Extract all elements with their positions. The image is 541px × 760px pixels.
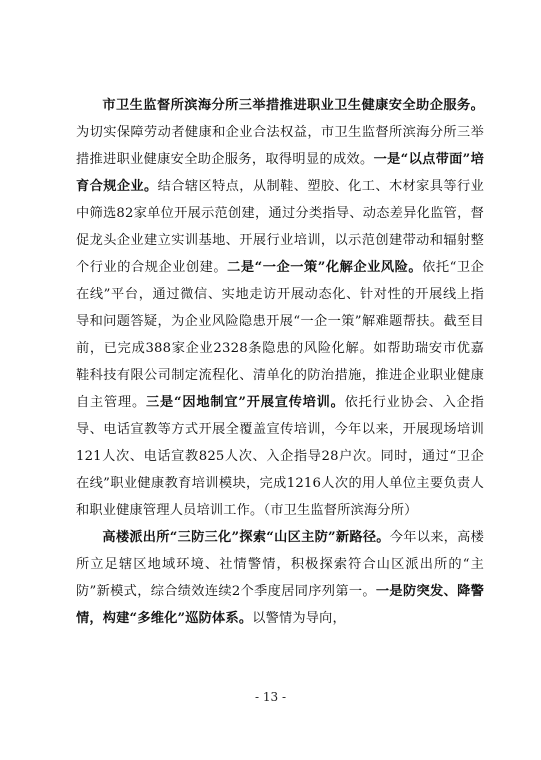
paragraph-health-supervision [76, 92, 484, 524]
measure-heading: 二是“一企一策”化解企业风险。 [227, 260, 423, 275]
body-text: 依托“卫企在线”平台，通过微信、实地走访开展动态化、针对性的开展线上指导和问题答疑，为企业风险隐患开展“一企一策”解难题帮扶。截至目前，已完成388家企业2328条隐患的风险化解。如帮助瑞安市优嘉鞋科技有限公司制定流程化、清单化的防治措施，推进企业职业健康自主管理。 [76, 260, 485, 410]
body-text: 今年以来，高楼所立足辖区地域环境、社情警情，积极探索符合山区派出所的“主防”新模式，综合绩效连续2个季度居同序列第一。 [76, 530, 484, 599]
body-text: 为切实保障劳动者健康和企业合法权益，市卫生监督所滨海分所三举措推进职业健康安全助企服务，取得明显的成效。 [76, 125, 484, 167]
paragraph-heading: 市卫生监督所滨海分所三举措推进职业卫生健康安全助企服务。 [102, 98, 484, 113]
measure-heading: 三是“因地制宜”开展宣传培训。 [145, 395, 345, 410]
body-text: 依托行业协会、入企指导、电话宣教等方式开展全覆盖宣传培训，今年以来，开展现场培训121人次、电话宣教825人次、入企指导28户次。同时，通过“卫企在线”职业健康教育培训模块，完成1216人次的用人单位主要负责人和职业健康管理人员培训工作。（市卫生监督所滨海分所） [76, 395, 485, 518]
document-body [76, 92, 484, 632]
paragraph-heading: 高楼派出所“三防三化”探索“山区主防”新路径。 [102, 530, 390, 545]
measure-heading: 一是防突发、降警情，构建“多维化”巡防体系。 [76, 584, 484, 626]
measure-heading: 一是“以点带面”培育合规企业。 [76, 152, 484, 194]
page-number: - 13 - [254, 690, 286, 704]
body-text: 以警情为导向， [252, 611, 346, 626]
paragraph-police-station [76, 524, 484, 632]
body-text: 结合辖区特点，从制鞋、塑胶、化工、木材家具等行业中筛选82家单位开展示范创建，通过分类指导、动态差异化监管，督促龙头企业建立实训基地、开展行业培训，以示范创建带动和辐射整个行业的合规企业创建。 [76, 179, 484, 275]
